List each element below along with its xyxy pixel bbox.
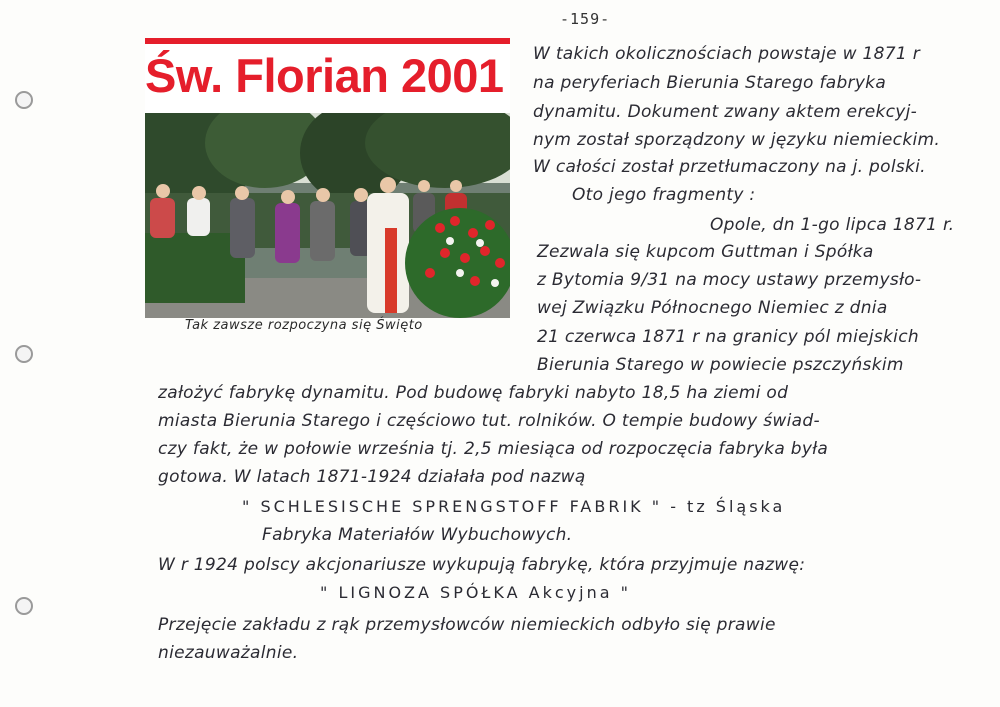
page-number: -159-	[560, 10, 611, 28]
ceremony-photo	[145, 113, 510, 318]
text-line: Fabryka Materiałów Wybuchowych.	[262, 525, 573, 545]
text-line: W takich okolicznościach powstaje w 1871 r	[533, 44, 920, 64]
text-line: Przejęcie zakładu z rąk przemysłowców niemieckich odbyło się prawie	[158, 615, 776, 635]
punch-hole	[15, 91, 33, 109]
text-line: W całości został przetłumaczony na j. polski.	[533, 157, 926, 177]
punch-hole	[15, 345, 33, 363]
clipping-title: Św. Florian 2001	[145, 49, 504, 102]
text-line: dynamitu. Dokument zwany aktem erekcyj-	[533, 102, 918, 122]
text-line: z Bytomia 9/31 na mocy ustawy przemysło-	[537, 270, 922, 290]
text-line: Opole, dn 1-go lipca 1871 r.	[710, 215, 955, 235]
text-line: na peryferiach Bierunia Starego fabryka	[533, 73, 887, 93]
text-line: wej Związku Północnego Niemiec z dnia	[537, 298, 888, 318]
text-line: " SCHLESISCHE SPRENGSTOFF FABRIK " - tz Śląska	[242, 497, 786, 516]
text-line: czy fakt, że w połowie września tj. 2,5 miesiąca od rozpoczęcia fabryka była	[158, 439, 829, 459]
text-line: Zezwala się kupcom Guttman i Spółka	[537, 242, 874, 262]
text-line: 21 czerwca 1871 r na granicy pól miejskich	[537, 327, 919, 347]
text-line: nym został sporządzony w języku niemieckim.	[533, 130, 941, 150]
text-line: miasta Bierunia Starego i częściowo tut. rolników. O tempie budowy świad-	[158, 411, 820, 431]
photo-caption: Tak zawsze rozpoczyna się Święto	[185, 318, 423, 333]
text-line: Oto jego fragmenty :	[572, 185, 756, 205]
text-line: Bierunia Starego w powiecie pszczyńskim	[537, 355, 904, 375]
text-line: założyć fabrykę dynamitu. Pod budowę fabryki nabyto 18,5 ha ziemi od	[158, 383, 789, 403]
text-line: niezauważalnie.	[158, 643, 299, 663]
title-bar	[145, 38, 510, 44]
punch-hole	[15, 597, 33, 615]
text-line: W r 1924 polscy akcjonariusze wykupują fabrykę, która przyjmuje nazwę:	[158, 555, 806, 575]
text-line: gotowa. W latach 1871-1924 działała pod nazwą	[158, 467, 586, 487]
text-line: " LIGNOZA SPÓŁKA Akcyjna "	[320, 583, 631, 602]
